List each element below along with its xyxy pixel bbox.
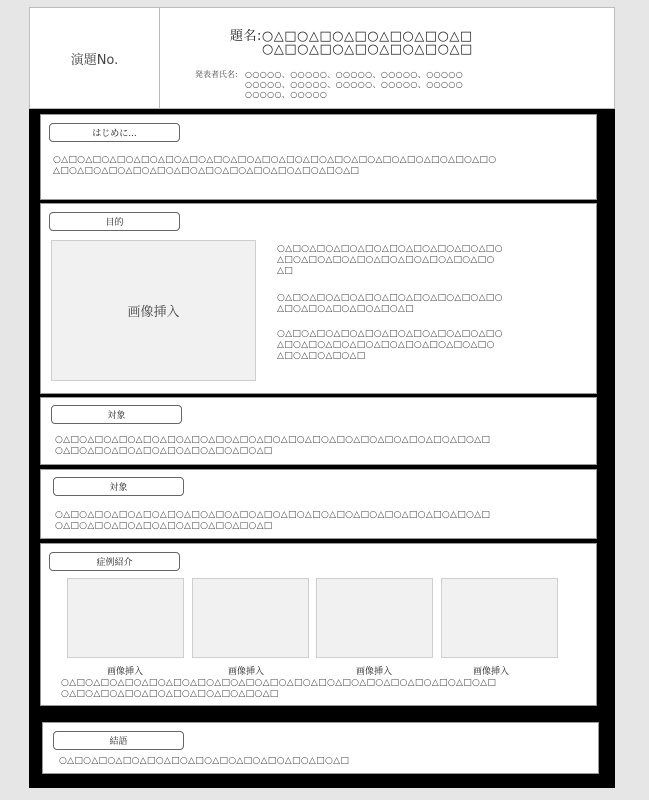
case-image-placeholder	[67, 578, 184, 658]
section-label-conclusion: 結語	[53, 731, 184, 750]
purpose-text-line: △□	[277, 266, 294, 276]
case-image-placeholder	[192, 578, 309, 658]
case-image-placeholder	[441, 578, 558, 658]
purpose-text-line: △□○△□○△□○△□○△□○△□○△□○△□○△□○	[277, 340, 495, 350]
case-image-caption: 画像挿入	[107, 667, 144, 677]
section-label-target: 対象	[53, 477, 184, 496]
intro-text-line: △□○△□○△□○△□○△□○△□○△□○△□○△□○△□○△□○△□○△□	[53, 166, 360, 176]
section-label-target: 対象	[51, 405, 182, 424]
purpose-text-line: ○△□○△□○△□○△□○△□○△□○△□○△□○△□○	[277, 293, 503, 303]
presenter-names-line: ○○○○○、○○○○○、○○○○○、○○○○○、○○○○○	[245, 80, 464, 89]
target-text-line: ○△□○△□○△□○△□○△□○△□○△□○△□○△□○△□○△□○△□○△□○△□○△□○△□○△□○△□	[55, 435, 491, 445]
presenter-names-line: ○○○○○、○○○○○、○○○○○、○○○○○、○○○○○	[245, 70, 464, 79]
case-image-caption: 画像挿入	[356, 667, 393, 677]
purpose-text-line: △□○△□○△□○△□○△□○△□	[277, 304, 414, 314]
section-target-2	[40, 469, 597, 539]
poster-header	[29, 7, 615, 109]
section-target-1	[40, 397, 597, 465]
purpose-text-line: ○△□○△□○△□○△□○△□○△□○△□○△□○△□○	[277, 329, 503, 339]
section-label-cases: 症例紹介	[49, 552, 180, 571]
case-image-caption: 画像挿入	[473, 667, 510, 677]
target-text-line: ○△□○△□○△□○△□○△□○△□○△□○△□○△□	[55, 446, 273, 456]
presenter-label: 発表者氏名:	[195, 70, 238, 79]
case-image-caption: 画像挿入	[228, 667, 265, 677]
target-text-line: ○△□○△□○△□○△□○△□○△□○△□○△□○△□	[55, 521, 273, 531]
image-placeholder: 画像挿入	[51, 240, 256, 381]
section-label-purpose: 目的	[49, 212, 180, 231]
poster-page	[29, 7, 615, 788]
purpose-text-line: ○△□○△□○△□○△□○△□○△□○△□○△□○△□○	[277, 244, 503, 254]
case-image-placeholder	[316, 578, 433, 658]
conclusion-text-line: ○△□○△□○△□○△□○△□○△□○△□○△□○△□○△□○△□○△□	[59, 756, 350, 766]
section-conclusion	[42, 722, 599, 774]
intro-text-line: ○△□○△□○△□○△□○△□○△□○△□○△□○△□○△□○△□○△□○△□○△□○△□○△□○△□○△□○	[53, 155, 497, 165]
section-purpose	[40, 203, 597, 394]
section-label-intro: はじめに...	[49, 123, 180, 142]
purpose-text-line: △□○△□○△□○△□	[277, 351, 366, 361]
presenter-names-line: ○○○○○、○○○○○	[245, 90, 328, 99]
header-divider	[159, 8, 160, 109]
cases-text-line: ○△□○△□○△□○△□○△□○△□○△□○△□○△□	[61, 689, 279, 699]
abstract-number-label: 演題No.	[70, 53, 119, 68]
target-text-line: ○△□○△□○△□○△□○△□○△□○△□○△□○△□○△□○△□○△□○△□○△□○△□○△□○△□○△□	[55, 510, 491, 520]
section-cases	[40, 543, 597, 706]
title-line-1: 題名:○△□○△□○△□○△□○△□○△□	[230, 29, 473, 44]
cases-text-line: ○△□○△□○△□○△□○△□○△□○△□○△□○△□○△□○△□○△□○△□○△□○△□○△□○△□○△□	[61, 678, 497, 688]
title-line-2: ○△□○△□○△□○△□○△□○△□	[262, 42, 473, 57]
purpose-text-line: △□○△□○△□○△□○△□○△□○△□○△□○△□○	[277, 255, 495, 265]
section-intro	[40, 114, 597, 200]
